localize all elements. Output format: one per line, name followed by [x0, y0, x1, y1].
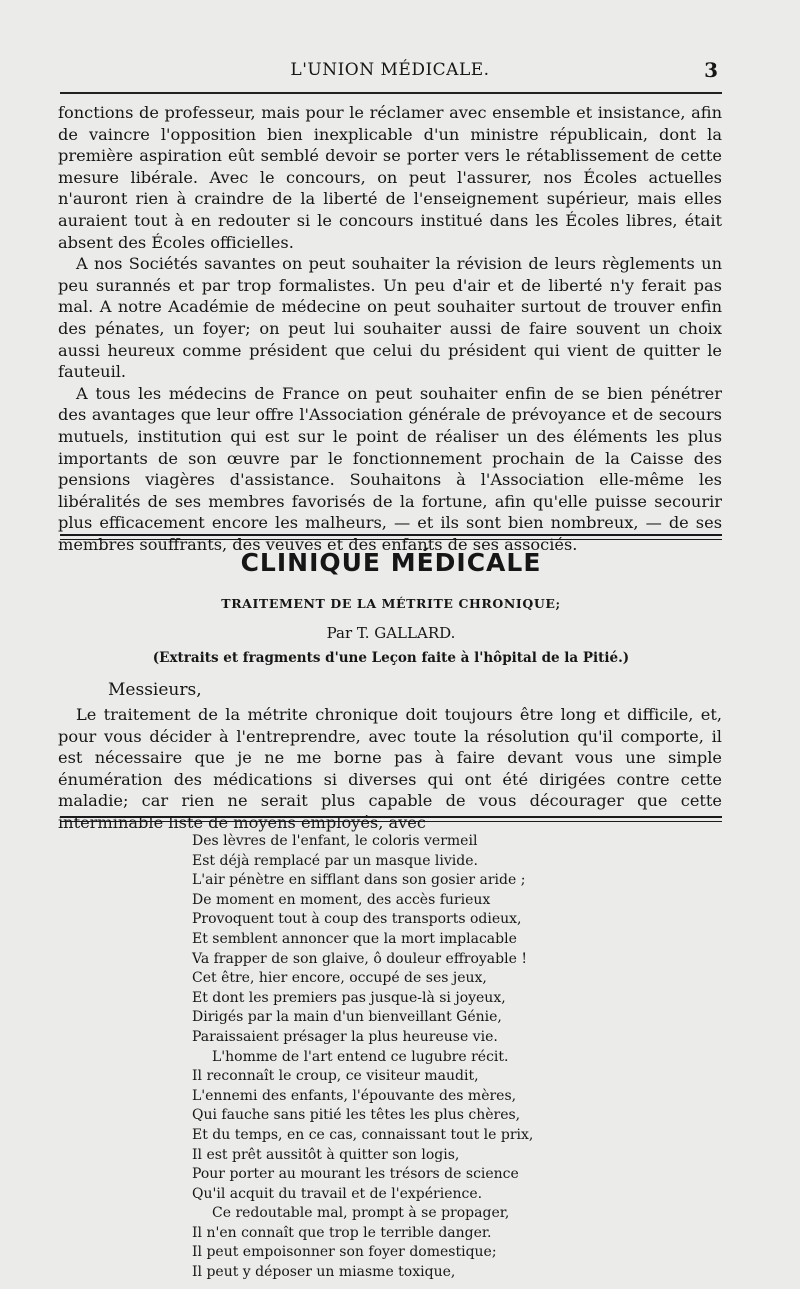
poem-line: Qu'il acquit du travail et de l'expérience. — [192, 1185, 483, 1202]
lecture-paragraph: Le traitement de la métrite chronique doit toujours être long et difficile, et, pour vous décider à l'entreprendre, avec toute la résolution qu'il comporte, il est nécessaire que je ne me borne pas à faire devant vous une simple énumération des médications si diverses qui ont été dirigées contre cette maladie; car rien ne serait plus capable de vous décourager que cette interminable liste de moyens employés, avec — [58, 705, 722, 832]
poem-line: Et semblent annoncer que la mort implacable — [192, 930, 517, 947]
section-title: CLINIQUE MÉDICALE — [240, 548, 542, 577]
poem-line: Il reconnaît le croup, ce visiteur maudit, — [192, 1068, 479, 1085]
intro-paragraph: A nos Sociétés savantes on peut souhaiter la révision de leurs règlements un peu surannés et par trop formalistes. Un peu d'air et de liberté n'y ferait pas mal. A notre Académie de médecine on peut souhaiter surtout de trouver enfin des pénates, un foyer; on peut lui souhaiter aussi de faire souvent un choix aussi heureux comme président que celui du président qui vient de quitter le fauteuil. — [58, 254, 722, 382]
poem — [192, 832, 552, 1283]
poem-line: Des lèvres de l'enfant, le coloris vermeil — [192, 833, 478, 849]
poem-line: Et dont les premiers pas jusque-là si joyeux, — [192, 989, 506, 1006]
poem-line: Il peut y déposer un miasme toxique, — [192, 1264, 456, 1281]
intro-text — [58, 102, 722, 555]
poem-line: Ce redoutable mal, prompt à se propager, — [212, 1205, 510, 1222]
poem-line: Provoquent tout à coup des transports odieux, — [192, 911, 522, 928]
poem-line: L'ennemi des enfants, l'épouvante des mères, — [192, 1087, 517, 1104]
poem-line: Qui fauche sans pitié les têtes les plus chères, — [192, 1107, 521, 1124]
poem-line: Et du temps, en ce cas, connaissant tout le prix, — [192, 1126, 534, 1143]
poem-line: Dirigés par la main d'un bienveillant Génie, — [192, 1009, 502, 1026]
page-number: 3 — [704, 58, 718, 82]
article-subtitle: (Extraits et fragments d'une Leçon faite à l'hôpital de la Pitié.) — [152, 650, 630, 666]
poem-line: Pour porter au mourant les trésors de science — [192, 1166, 519, 1183]
article-author: Par T. GALLARD. — [326, 624, 456, 642]
header-rule — [60, 92, 722, 94]
intro-paragraph: fonctions de professeur, mais pour le réclamer avec ensemble et insistance, afin de vaincre l'opposition bien inexplicable d'un ministre républicain, dont la première aspiration eût semblé devoir se porter vers le rétablissement de cette mesure libérale. Avec le concours, on peut l'assurer, nos Écoles actuelles n'auront rien à craindre de la liberté de l'enseignement supérieur, mais elles auraient tout à en redouter si le concours institué dans les Écoles libres, était absent des Écoles officielles. — [58, 103, 722, 252]
page-header — [60, 58, 720, 88]
feuilleton-divider — [60, 816, 722, 822]
poem-line: Va frapper de son glaive, ô douleur effroyable ! — [192, 950, 527, 967]
poem-line: Il n'en connaît que trop le terrible danger. — [192, 1224, 492, 1241]
poem-line: Cet être, hier encore, occupé de ses jeux, — [192, 970, 487, 987]
running-title: L'UNION MÉDICALE. — [290, 60, 490, 80]
poem-line: Est déjà remplacé par un masque livide. — [192, 852, 478, 869]
poem-line: Il peut empoisonner son foyer domestique; — [192, 1244, 497, 1261]
poem-line: L'homme de l'art entend ce lugubre récit. — [212, 1048, 509, 1065]
poem-line: L'air pénètre en sifflant dans son gosier aride ; — [192, 872, 526, 889]
lecture-text — [58, 704, 722, 834]
poem-line: Il est prêt aussitôt à quitter son logis, — [192, 1146, 460, 1163]
poem-line: De moment en moment, des accès furieux — [192, 891, 491, 908]
poem-line: Paraissaient présager la plus heureuse vie. — [192, 1028, 498, 1045]
section-divider — [60, 534, 722, 540]
article-title: TRAITEMENT DE LA MÉTRITE CHRONIQUE; — [221, 596, 561, 611]
intro-paragraph: A tous les médecins de France on peut souhaiter enfin de se bien pénétrer des avantages que leur offre l'Association générale de prévoyance et de secours mutuels, institution qui est sur le point de réaliser un des éléments les plus importants de son œuvre par le fonctionnement prochain de la Caisse des pensions viagères d'assistance. Souhaitons à l'Association elle-même les libéralités de ses membres favorisés de la fortune, afin qu'elle puisse secourir plus efficacement encore les malheurs, — et ils sont bien nombreux, — de ses membres souffrants, des veuves et des enfants de ses associés. — [58, 383, 722, 554]
salutation: Messieurs, — [108, 680, 202, 700]
